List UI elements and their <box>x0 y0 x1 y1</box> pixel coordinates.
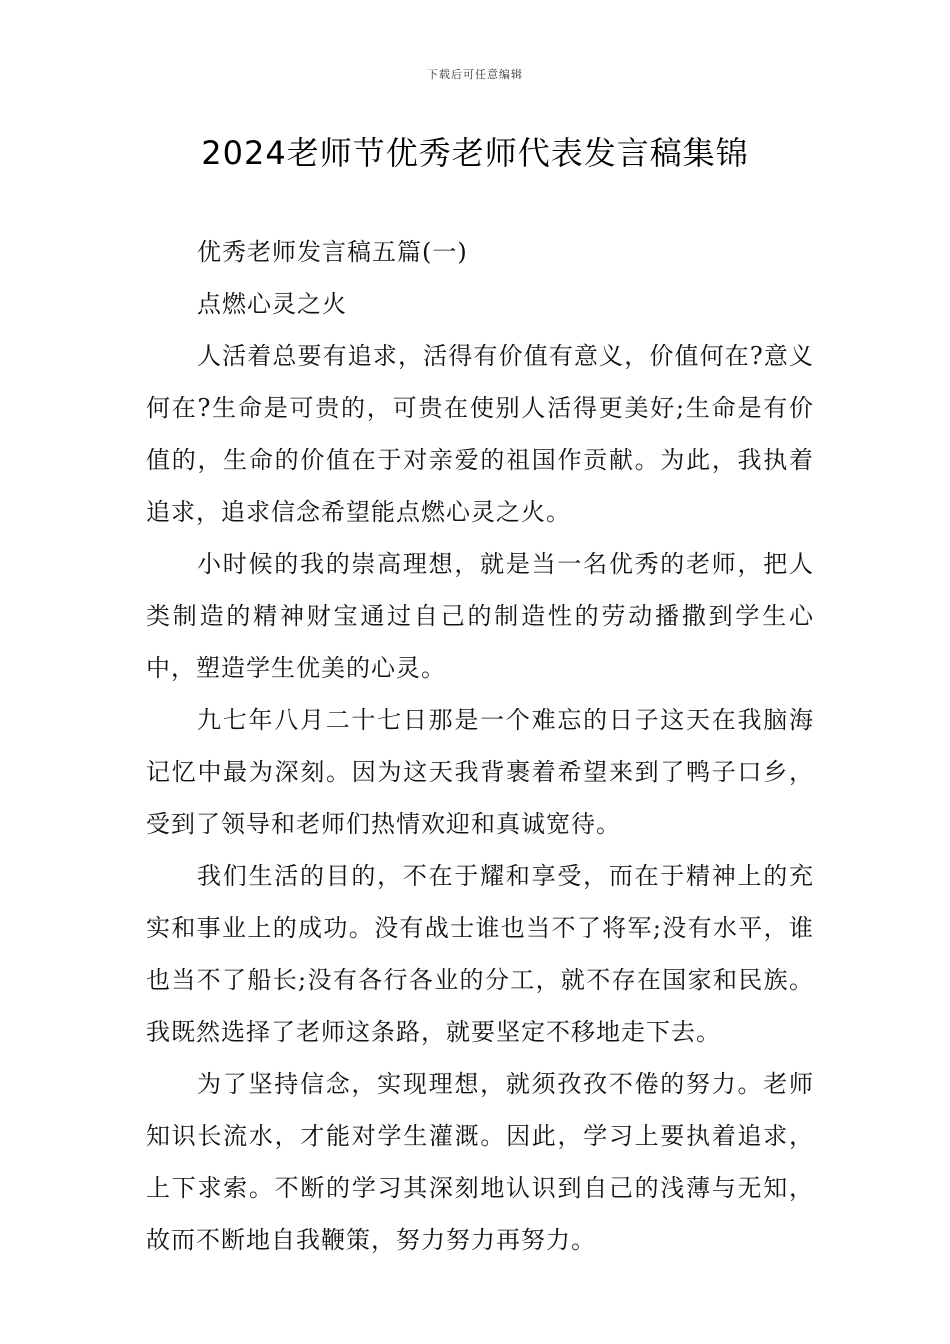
body-paragraph: 人活着总要有追求，活得有价值有意义，价值何在?意义何在?生命是可贵的，可贵在使别人活得更美好;生命是有价值的，生命的价值在于对亲爱的祖国作贡献。为此，我执着追求，追求信念希望能点燃心灵之火。 <box>146 342 814 526</box>
document-title: 2024老师节优秀老师代表发言稿集锦 <box>201 134 749 172</box>
body-paragraph: 我们生活的目的，不在于耀和享受，而在于精神上的充实和事业上的成功。没有战士谁也当不了将军;没有水平，谁也当不了船长;没有各行各业的分工，就不存在国家和民族。我既然选择了老师这条路，就要坚定不移地走下去。 <box>146 862 814 1046</box>
speech-title: 点燃心灵之火 <box>197 290 347 318</box>
section-heading: 优秀老师发言稿五篇(一) <box>197 238 468 266</box>
body-paragraph: 为了坚持信念，实现理想，就须孜孜不倦的努力。老师知识长流水，才能对学生灌溉。因此，学习上要执着追求，上下求索。不断的学习其深刻地认识到自己的浅薄与无知，故而不断地自我鞭策，努力努力再努力。 <box>146 1070 814 1254</box>
body-paragraph: 九七年八月二十七日那是一个难忘的日子这天在我脑海记忆中最为深刻。因为这天我背裹着希望来到了鸭子口乡，受到了领导和老师们热情欢迎和真诚宽待。 <box>146 706 814 838</box>
body-paragraph: 小时候的我的崇高理想，就是当一名优秀的老师，把人类制造的精神财宝通过自己的制造性的劳动播撒到学生心中，塑造学生优美的心灵。 <box>146 550 814 682</box>
header-note: 下载后可任意编辑 <box>427 68 523 81</box>
document-body <box>146 226 814 1266</box>
